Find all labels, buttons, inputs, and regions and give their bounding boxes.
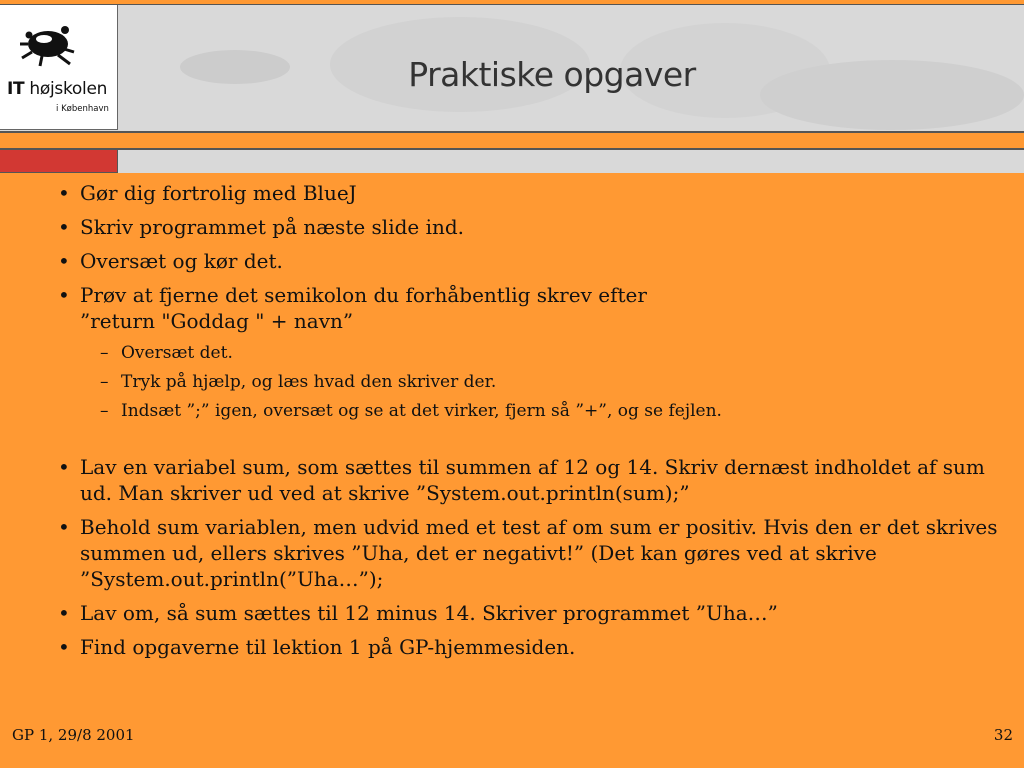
slide-header xyxy=(0,5,1024,132)
dash-marker: – xyxy=(100,343,109,363)
bullet-text: Gør dig fortrolig med BlueJ xyxy=(80,181,357,205)
bullet-text: Prøv at fjerne det semikolon du forhåbentlig skrev efter ”return "Goddag " + navn” xyxy=(80,283,647,333)
slide-body xyxy=(58,180,998,668)
header-grey-strip xyxy=(118,148,1024,173)
footer-course-date: GP 1, 29/8 2001 xyxy=(12,726,135,744)
bullet-text: Lav om, så sum sættes til 12 minus 14. Skriver programmet ”Uha…” xyxy=(80,601,778,625)
dash-marker: – xyxy=(100,372,109,392)
logo-wordmark xyxy=(7,79,107,99)
header-red-accent xyxy=(0,148,118,173)
bullet-marker: • xyxy=(58,283,70,307)
sub-bullet-item xyxy=(58,371,998,393)
bullet-text: Skriv programmet på næste slide ind. xyxy=(80,215,465,239)
sub-bullet-text: Tryk på hjælp, og læs hvad den skriver der. xyxy=(121,372,497,392)
sub-bullet-text: Oversæt det. xyxy=(121,343,233,363)
bullet-marker: • xyxy=(58,215,70,239)
bug-logo-icon xyxy=(18,22,76,68)
bullet-marker: • xyxy=(58,601,70,625)
spacer xyxy=(58,429,998,454)
bullet-item xyxy=(58,600,998,626)
bullet-item xyxy=(58,634,998,660)
logo-wordmark-bold: IT xyxy=(7,79,25,99)
bullet-text: Lav en variabel sum, som sættes til summen af 12 og 14. Skriv dernæst indholdet af sum ud. Man skriver ud ved at skrive ”System.out.println(sum);” xyxy=(80,455,985,505)
bullet-text: Oversæt og kør det. xyxy=(80,249,283,273)
slide-number: 32 xyxy=(993,726,1013,744)
institution-logo xyxy=(0,5,118,130)
bullet-item xyxy=(58,454,998,506)
bullet-text: Find opgaverne til lektion 1 på GP-hjemmesiden. xyxy=(80,635,576,659)
dash-marker: – xyxy=(100,401,109,421)
bullet-item xyxy=(58,248,998,274)
logo-subtitle: i København xyxy=(56,104,109,114)
sub-bullet-text: Indsæt ”;” igen, oversæt og se at det virker, fjern så ”+”, og se fejlen. xyxy=(121,401,722,421)
bullet-item xyxy=(58,514,998,592)
bullet-text: Behold sum variablen, men udvid med et test af om sum er positiv. Hvis den er det skrives summen ud, ellers skrives ”Uha, det er negativt!” (Det kan gøres ved at skrive ”System.out.println(”Uha…”); xyxy=(80,515,998,591)
logo-wordmark-rest: højskolen xyxy=(24,79,108,99)
bullet-marker: • xyxy=(58,515,70,539)
header-orange-strip xyxy=(0,131,1024,148)
bullet-marker: • xyxy=(58,455,70,479)
bullet-item xyxy=(58,214,998,240)
sub-bullet-item xyxy=(58,400,998,422)
bullet-marker: • xyxy=(58,635,70,659)
bullet-marker: • xyxy=(58,249,70,273)
bullet-item xyxy=(58,282,998,334)
bullet-item xyxy=(58,180,998,206)
bullet-marker: • xyxy=(58,181,70,205)
slide-title: Praktiske opgaver xyxy=(408,55,696,94)
sub-bullet-item xyxy=(58,342,998,364)
